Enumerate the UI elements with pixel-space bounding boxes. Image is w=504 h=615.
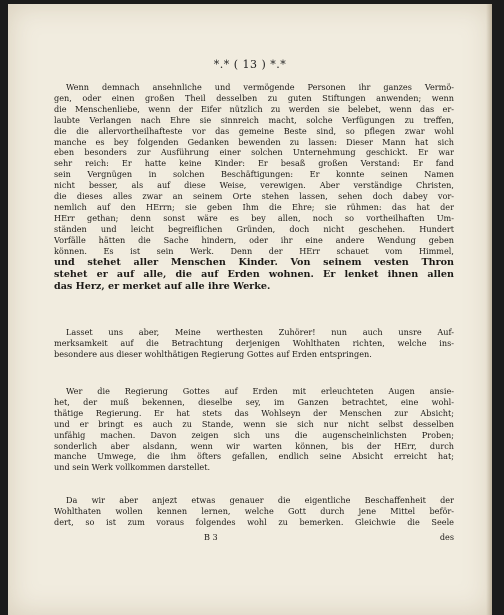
- text-line: und sein Werk vollkommen darstellet.: [54, 462, 211, 473]
- text-line: het, der muß bekennen, dieselbe sey, im Ganzen betrachtet, eine wohl-: [54, 396, 454, 407]
- text-line: thätige Regierung. Er hat stets das Wohlseyn der Menschen zur Absicht;: [54, 407, 454, 418]
- text-line: gen, oder einen großen Theil desselben zu guten Stiftungen anwenden; wenn: [54, 92, 454, 103]
- text-line: manche Umwege, die ihm öfters gefallen, endlich seine Absicht erreicht hat;: [54, 451, 454, 462]
- text-line: eben besonders zur Ausführung einer solchen Unternehmung geschickt. Er war: [54, 147, 454, 158]
- text-line: die die allervortheilhafteste vor das gemeine Beste sind, so pflegen zwar wohl: [54, 125, 454, 136]
- scripture-line: das Herz, er merket auf alle ihre Werke.: [54, 280, 271, 292]
- text-line: Lasset uns aber, Meine werthesten Zuhörer! nun auch unsre Auf-: [66, 327, 454, 337]
- page-header: *.* ( 13 ) *.*: [213, 58, 287, 71]
- text-line: nemlich auf den HErrn; sie geben Ihm die Ehre; sie rühmen: das hat der: [54, 201, 454, 212]
- catchword: des: [439, 532, 454, 542]
- paragraph-3: [54, 386, 454, 473]
- text-line: und er bringt es auch zu Stande, wenn sie sich nur nicht selbst desselben: [54, 418, 454, 429]
- text-line: sonderlich aber alsdann, wenn wir warten können, bis der HErr, durch: [54, 440, 454, 451]
- text-line: Wer die Regierung Gottes auf Erden mit erleuchteten Augen ansie-: [66, 386, 454, 396]
- text-line: unfähig machen. Davon zeigen sich uns die augenscheinlichsten Proben;: [54, 429, 454, 440]
- text-line: sehr reich: Er hatte keine Kinder: Er besaß großen Verstand: Er fand: [54, 158, 454, 169]
- scripture-line: und stehet aller Menschen Kinder. Von seinem vesten Thron: [54, 256, 454, 268]
- document-page: [8, 4, 492, 615]
- text-line: nicht besser, als auf diese Weise, verewigen. Aber verständige Christen,: [54, 180, 454, 191]
- text-line: Wohlthaten wollen kennen lernen, welche Gott durch jene Mittel beför-: [54, 505, 454, 516]
- text-line: ständen und leicht begreiflichen Gründen, doch nicht geschehen. Hundert: [54, 223, 454, 234]
- text-line: dert, so ist zum voraus folgendes wohl zu bemerken. Gleichwie die Seele: [54, 516, 454, 527]
- text-line: Vorfälle hätten die Sache hindern, oder ihr eine andere Wendung geben: [54, 234, 454, 245]
- text-line: manche es bey folgenden Gedanken bewenden zu lassen: Dieser Mann hat sich: [54, 136, 454, 147]
- paragraph-2: [54, 327, 454, 360]
- text-line: die dieses alles zwar an seinem Orte stehen lassen, sehen doch dabey vor-: [54, 191, 454, 202]
- text-line: die Menschenliebe, wenn der Eifer nützlich zu werden sie belebet, wenn das er-: [54, 103, 454, 114]
- text-line: HErr gethan; denn sonst wäre es bey allen, noch so vortheilhaften Um-: [54, 212, 454, 223]
- text-line: können. Es ist sein Werk. Denn der HErr schauet vom Himmel,: [54, 245, 454, 256]
- text-line: Da wir aber anjezt etwas genauer die eigentliche Beschaffenheit der: [66, 495, 454, 505]
- text-line: merksamkeit auf die Betrachtung derjenigen Wohlthaten richten, welche ins-: [54, 337, 454, 348]
- paragraph-1: [54, 82, 454, 293]
- text-line: sein Vergnügen in solchen Beschäftigungen: Er konnte seinen Namen: [54, 169, 454, 180]
- scripture-line: stehet er auf alle, die auf Erden wohnen. Er lenket ihnen allen: [54, 268, 454, 280]
- paragraph-4: [54, 495, 454, 528]
- text-line: besondere aus dieser wohlthätigen Regierung Gottes auf Erden entspringen.: [54, 348, 372, 359]
- signature-mark: B 3: [204, 532, 218, 542]
- text-line: laubte Verlangen nach Ehre sie sinnreich macht, solche Verfügungen zu treffen,: [54, 114, 454, 125]
- text-line: Wenn demnach ansehnliche und vermögende Personen ihr ganzes Vermö-: [66, 82, 454, 92]
